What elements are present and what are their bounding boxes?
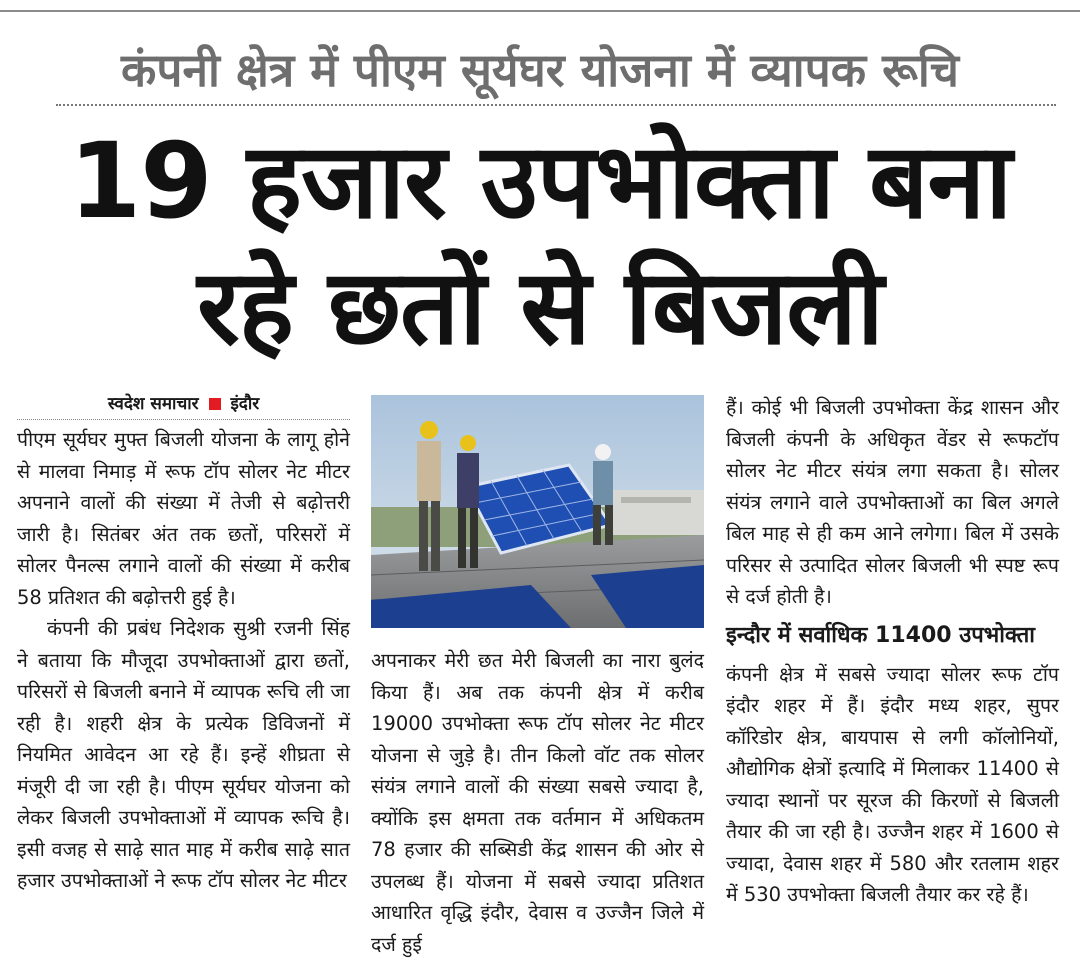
byline-marker-icon xyxy=(209,398,221,410)
paragraph: हैं। कोई भी बिजली उपभोक्ता केंद्र शासन और बिजली कंपनी के अधिकृत वेंडर से रूफटॉप सोलर नेट मीटर संयंत्र लगा सकता है। सोलर संयंत्र लगाने वाले उपभोक्ताओं का बिल अगले बिल माह से ही कम आने लगेगा। बिल में उसके परिसर से उत्पादित सोलर बिजली भी स्पष्ट रूप से दर्ज होती है। xyxy=(726,396,1059,608)
column-3 xyxy=(726,392,1059,911)
kicker: कंपनी क्षेत्र में पीएम सूर्यघर योजना में व्यापक रूचि xyxy=(121,43,959,97)
paragraph: पीएम सूर्यघर मुफ्त बिजली योजना के लागू होने से मालवा निमाड़ में रूफ टॉप सोलर नेट मीटर अपनाने वालों की संख्या में तेजी से बढ़ोत्तरी जारी है। सितंबर अंत तक छतों, परिसरों में सोलर पैनल्स लगाने वालों की संख्या में करीब 58 प्रतिशत की बढ़ोत्तरी हुई है। xyxy=(17,428,350,609)
kicker-rule xyxy=(56,104,1056,106)
column-1 xyxy=(17,392,350,897)
headline xyxy=(20,118,1060,370)
column-2 xyxy=(371,645,704,960)
paragraph: कंपनी की प्रबंध निदेशक सुश्री रजनी सिंह ने बताया कि मौजूदा उपभोक्ताओं द्वारा छतों, परिसरों से बिजली बनाने में व्यापक रूचि ली जा रही है। शहरी क्षेत्र के प्रत्येक डिविजनों में नियमित आवेदन आ रहे हैं। इन्हें शीघ्रता से मंजूरी दी जा रही है। पीएम सूर्यघर योजना को लेकर बिजली उपभोक्ताओं में व्यापक रूचि है। इसी वजह से साढ़े सात माह में करीब साढ़े सात हजार उपभोक्ताओं ने रूफ टॉप सोलर नेट मीटर xyxy=(17,617,350,892)
solar-workers-illustration xyxy=(371,395,704,628)
byline xyxy=(17,392,350,420)
headline-line-2: रहे छतों से बिजली xyxy=(197,246,883,368)
subheading: इन्दौर में सर्वाधिक 11400 उपभोक्ता xyxy=(726,622,1035,648)
solar-panel-photo xyxy=(371,395,704,628)
paragraph: कंपनी क्षेत्र में सबसे ज्यादा सोलर रूफ टॉप इंदौर शहर में हैं। इंदौर मध्य शहर, सुपर कॉरिडोर क्षेत्र, बायपास से लगी कॉलोनियों, औद्योगिक क्षेत्रों इत्यादि में मिलाकर 11400 से ज्यादा स्थानों पर सूरज की किरणों से बिजली तैयार की जा रही है। उज्जैन शहर में 1600 से ज्यादा, देवास शहर में 580 और रतलाम शहर में 530 उपभोक्ता बिजली तैयार कर रहे हैं। xyxy=(726,662,1059,906)
headline-line-1: 19 हजार उपभोक्ता बना xyxy=(68,120,1012,242)
byline-source: स्वदेश समाचार xyxy=(107,394,199,414)
top-rule xyxy=(0,10,1080,12)
paragraph: अपनाकर मेरी छत मेरी बिजली का नारा बुलंद किया हैं। अब तक कंपनी क्षेत्र में करीब 19000 उपभोक्ता रूफ टॉप सोलर नेट मीटर योजना से जुड़े है। तीन किलो वॉट तक सोलर संयंत्र लगाने वालों की संख्या सबसे ज्यादा है, क्योंकि इस क्षमता तक वर्तमान में अधिकतम 78 हजार की सब्सिडी केंद्र शासन की ओर से उपलब्ध हैं। योजना में सबसे ज्यादा प्रतिशत आधारित वृद्धि इंदौर, देवास व उज्जैन जिले में दर्ज हुई xyxy=(371,649,704,956)
byline-city: इंदौर xyxy=(230,394,260,414)
